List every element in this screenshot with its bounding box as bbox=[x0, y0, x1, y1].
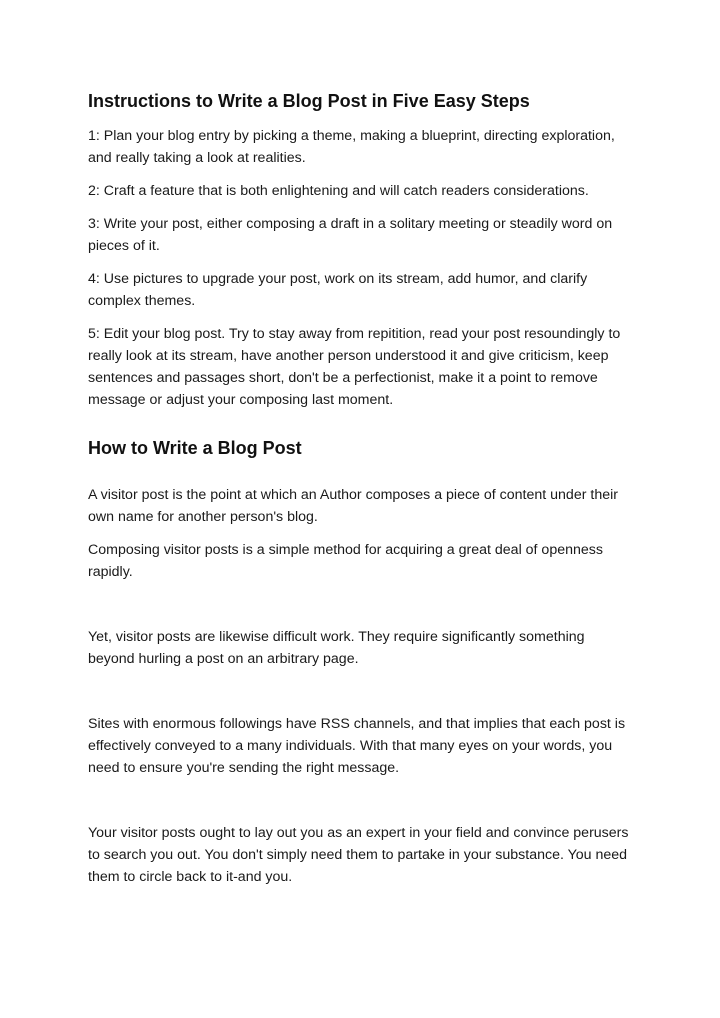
step-1: 1: Plan your blog entry by picking a theme, making a blueprint, directing exploration, and really taking a look at realities. bbox=[88, 128, 615, 166]
paragraph-3: Yet, visitor posts are likewise difficult work. They require significantly something beyond hurling a post on an arbitrary page. bbox=[88, 629, 585, 667]
section-heading: How to Write a Blog Post bbox=[88, 438, 302, 458]
page-title: Instructions to Write a Blog Post in Five Easy Steps bbox=[88, 91, 530, 111]
paragraph-2: Composing visitor posts is a simple method for acquiring a great deal of openness rapidly. bbox=[88, 542, 603, 580]
paragraph-5: Your visitor posts ought to lay out you as an expert in your field and convince perusers to search you out. You don't simply need them to partake in your substance. You need them to circle back to it-and you. bbox=[88, 825, 629, 885]
step-3: 3: Write your post, either composing a draft in a solitary meeting or steadily word on pieces of it. bbox=[88, 216, 613, 254]
step-5: 5: Edit your blog post. Try to stay away from repitition, read your post resoundingly to really look at its stream, have another person understood it and give criticism, keep sentences and passages short, don't be a perfectionist, make it a point to remove message or adjust your composing last moment. bbox=[88, 326, 621, 408]
step-4: 4: Use pictures to upgrade your post, work on its stream, add humor, and clarify complex themes. bbox=[88, 271, 588, 309]
paragraph-1: A visitor post is the point at which an Author composes a piece of content under their own name for another person's blog. bbox=[88, 487, 618, 525]
step-2: 2: Craft a feature that is both enlightening and will catch readers considerations. bbox=[88, 183, 589, 199]
steps-list bbox=[88, 125, 632, 411]
section-body bbox=[88, 484, 632, 888]
paragraph-4: Sites with enormous followings have RSS channels, and that implies that each post is effectively conveyed to a many individuals. With that many eyes on your words, you need to ensure you're sending the right message. bbox=[88, 716, 626, 776]
